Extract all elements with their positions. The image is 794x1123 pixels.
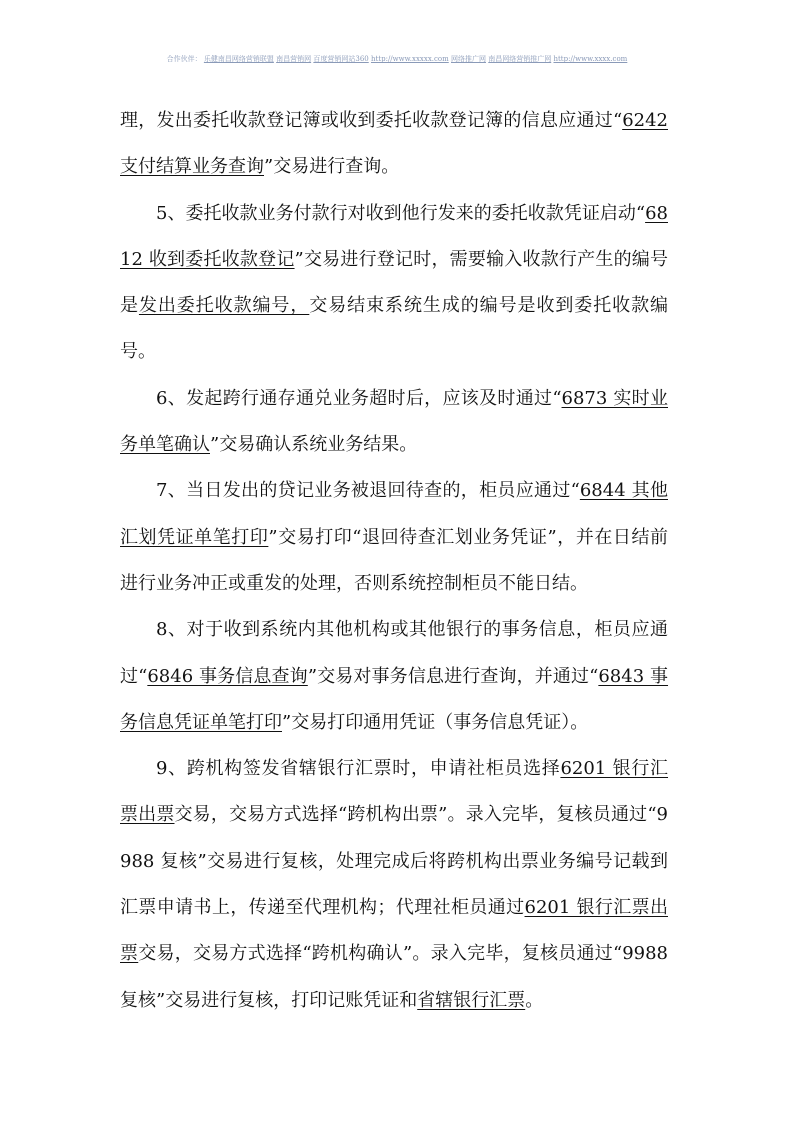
transaction-code-underlined: 6201 银行汇票出票: [120, 897, 668, 965]
transaction-code-underlined: 6812 收到委托收款登记: [120, 202, 668, 270]
header-link[interactable]: http://www.xxxx.com: [553, 55, 628, 63]
text-segment: 交易结束系统生成的编号是收到委托收款编号。: [120, 295, 669, 363]
page-header: [0, 54, 794, 64]
header-link[interactable]: 南昌营销网: [276, 55, 312, 63]
text-segment: 理，发出委托收款登记簿或收到委托收款登记簿的信息应通过“: [120, 110, 623, 131]
header-link[interactable]: 南昌网络营销推广网: [488, 55, 552, 63]
transaction-code-underlined: 6844 其他汇划凭证单笔打印: [120, 480, 668, 548]
text-segment: ”交易打印“退回待查汇划业务凭证”，并在日结前进行业务冲正或重发的处理，否则系统控制柜员不能日结。: [120, 526, 668, 594]
text-segment: 8、对于收到系统内其他机构或其他银行的事务信息，柜员应通过“: [120, 619, 668, 687]
transaction-code-underlined: 6843 事务信息凭证单笔打印: [120, 665, 669, 733]
paragraph-item-7: [120, 468, 668, 607]
header-link[interactable]: 百度营销网站360: [313, 55, 369, 63]
text-segment: ”交易对事务信息进行查询，并通过“: [307, 665, 599, 687]
text-segment: 6、发起跨行通存通兑业务超时后，应该及时通过“: [156, 387, 562, 409]
transaction-code-underlined: 6873 实时业务单笔确认: [120, 387, 668, 456]
header-prefix: 合作伙伴：: [166, 55, 202, 63]
text-segment: ”交易进行登记时，需要输入收款行产生的编号是: [120, 248, 668, 317]
transaction-code-underlined: 6846 事务信息查询: [147, 665, 308, 687]
underlined-term: 发出委托收款编号，: [138, 295, 310, 317]
paragraph-item-6: [120, 376, 668, 469]
text-segment: ”交易确认系统业务结果。: [210, 434, 418, 456]
underlined-term: 省辖银行汇票: [417, 989, 526, 1011]
transaction-code-underlined: 6242支付结算业务查询: [120, 110, 668, 178]
header-link[interactable]: 乐健南昌网络营销联盟: [203, 55, 274, 63]
text-segment: 5、委托收款业务付款行对收到他行发来的委托收款凭证启动“: [156, 202, 646, 224]
paragraph-item-9: [120, 746, 668, 1024]
text-segment: 。: [525, 989, 544, 1011]
header-link[interactable]: 网络推广网: [451, 55, 486, 63]
text-segment: ”交易打印通用凭证（事务信息凭证）。: [282, 711, 589, 733]
paragraph-continuation: [120, 98, 668, 191]
text-segment: 交易，交易方式选择“跨机构出票”。录入完毕，复核员通过“9988 复核”交易进行复核，处理完成后将跨机构出票业务编号记载到汇票申请书上，传递至代理机构；代理社柜员通过: [120, 804, 668, 919]
document-body: [120, 98, 668, 1024]
text-segment: ”交易进行查询。: [264, 156, 400, 178]
text-segment: 9、跨机构签发省辖银行汇票时，申请社柜员选择: [156, 758, 561, 780]
text-segment: 交易，交易方式选择“跨机构确认”。录入完毕，复核员通过“9988 复核”交易进行复核，打印记账凭证和: [120, 943, 669, 1011]
paragraph-item-8: [120, 607, 668, 746]
paragraph-item-5: [120, 191, 668, 376]
transaction-code-underlined: 6201 银行汇票出票: [120, 758, 669, 826]
text-segment: 7、当日发出的贷记业务被退回待查的，柜员应通过“: [156, 480, 580, 502]
header-link[interactable]: http://www.xxxxx.com: [370, 55, 449, 63]
